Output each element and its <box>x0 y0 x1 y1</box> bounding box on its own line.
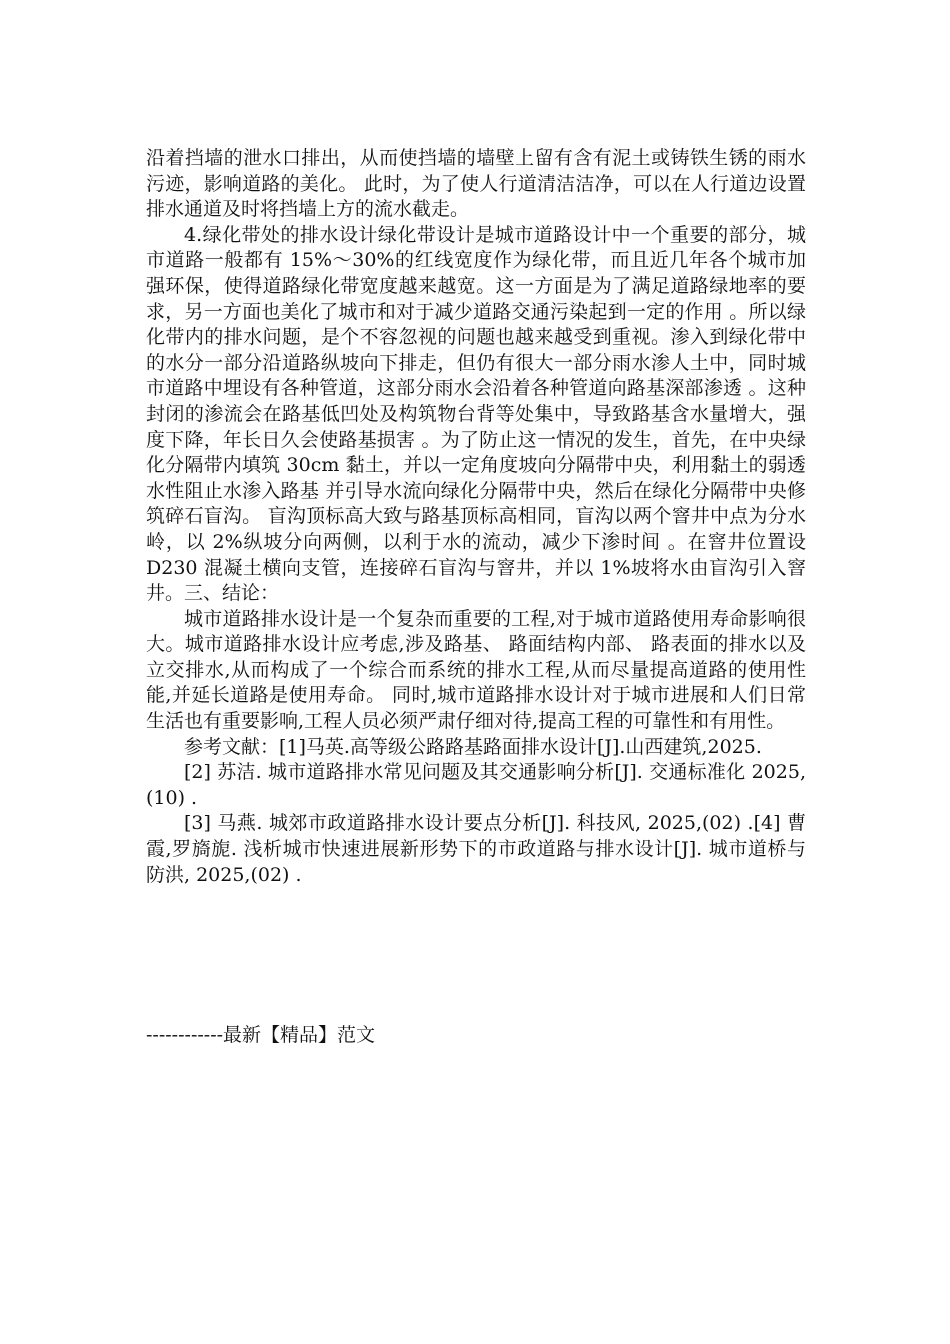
reference-3-4: [3] 马燕. 城郊市政道路排水设计要点分析[J]. 科技风, 2025,(02) .[4] 曹霞,罗旖旎. 浅析城市快速进展新形势下的市政道路与排水设计[J]. 城市道桥与防洪, 2025,(02) . <box>146 812 806 886</box>
document-body <box>146 146 806 888</box>
paragraph-conclusion: 城市道路排水设计是一个复杂而重要的工程,对于城市道路使用寿命影响很大。城市道路排水设计应考虑,涉及路基、 路面结构内部、 路表面的排水以及立交排水,从而构成了一个综合而系统的排水工程,从而尽量提高道路的使用性能,并延长道路是使用寿命。 同时,城市道路排水设计对于城市进展和人们日常生活也有重要影响,工程人员必须严肃仔细对待,提高工程的可靠性和有用性。 <box>146 607 806 733</box>
page-footer: ------------最新【精品】范文 <box>146 1024 376 1046</box>
reference-2: [2] 苏洁. 城市道路排水常见问题及其交通影响分析[J]. 交通标准化 2025,(10) . <box>146 761 806 809</box>
paragraph-drainage-wall: 沿着挡墙的泄水口排出，从而使挡墙的墙壁上留有含有泥土或铸铁生锈的雨水污迹，影响道路的美化。 此时，为了使人行道清洁洁净，可以在人行道边设置排水通道及时将挡墙上方的流水截走。 <box>146 147 806 221</box>
reference-1: 参考文献：[1]马英.高等级公路路基路面排水设计[J].山西建筑,2025. <box>184 735 762 758</box>
paragraph-greenbelt-drainage: 4.绿化带处的排水设计绿化带设计是城市道路设计中一个重要的部分，城市道路一般都有 15%～30%的红线宽度作为绿化带，而且近几年各个城市加强环保，使得道路绿化带宽度越来越宽。这一方面是为了满足道路绿地率的要求，另一方面也美化了城市和对于减少道路交通污染起到一定的作用 。所以绿化带内的排水问题，是个不容忽视的问题也越来越受到重视。渗入到绿化带中的水分一部分沿道路纵坡向下排走，但仍有很大一部分雨水渗人土中，同时城市道路中埋设有各种管道，这部分雨水会沿着各种管道向路基深部渗透 。这种封闭的渗流会在路基低凹处及构筑物台背等处集中，导致路基含水量增大，强度下降，年长日久会使路基损害 。为了防止这一情况的发生，首先，在中央绿化分隔带内填筑 30cm 黏土，并以一定角度坡向分隔带中央，利用黏土的弱透水性阻止水渗入路基 并引导水流向绿化分隔带中央，然后在绿化分隔带中央修筑碎石盲沟。 盲沟顶标高大致与路基顶标高相同，盲沟以两个窨井中点为分水岭，以 2%纵坡分向两侧，以利于水的流动，减少下渗时间 。在窨井位置设 D230 混凝土横向支管，连接碎石盲沟与窨井，并以 1%坡将水由盲沟引入窨井。三、结论： <box>146 223 806 605</box>
